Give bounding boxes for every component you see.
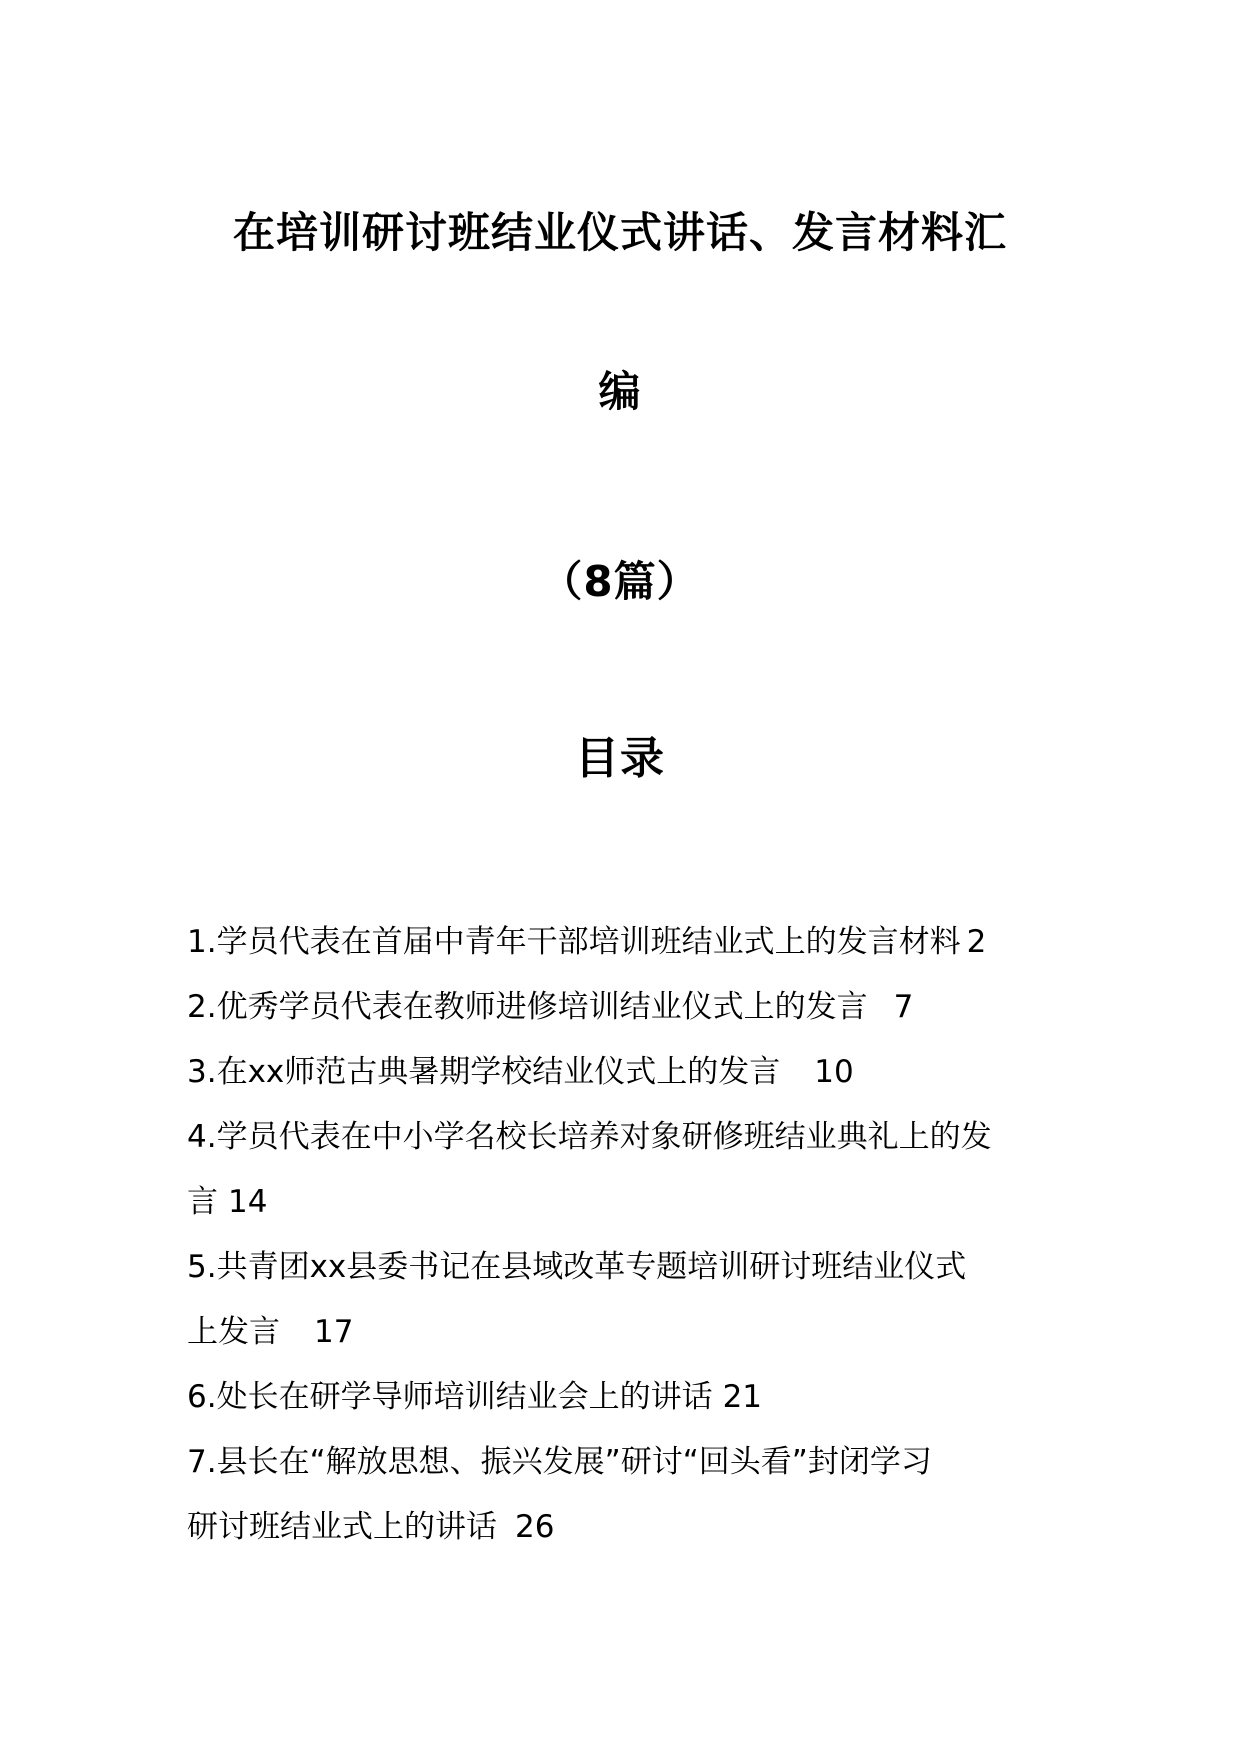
toc-item-title: 2.优秀学员代表在教师进修培训结业仪式上的发言 bbox=[187, 989, 868, 1025]
article-count: （8篇） bbox=[540, 557, 700, 606]
toc-item-title: 4.学员代表在中小学名校长培养对象研修班结业典礼上的发 bbox=[187, 1119, 992, 1155]
toc-item-title-cont: 言 bbox=[187, 1184, 218, 1220]
toc-item-title-cont: 上发言 bbox=[187, 1314, 280, 1350]
toc-item-page: 7 bbox=[893, 989, 914, 1025]
toc-item-title-cont: 研讨班结业式上的讲话 bbox=[187, 1509, 497, 1545]
toc-heading: 目录 bbox=[575, 733, 665, 784]
toc-item-page: 10 bbox=[814, 1054, 854, 1090]
toc-item-page: 2 bbox=[966, 924, 987, 960]
toc-item-2[interactable] bbox=[187, 975, 1067, 1040]
toc-item-page: 26 bbox=[515, 1509, 555, 1545]
toc-item-4[interactable] bbox=[187, 1105, 1067, 1235]
toc-item-page: 14 bbox=[228, 1184, 268, 1220]
toc-item-3[interactable] bbox=[187, 1040, 1067, 1105]
toc-item-page: 21 bbox=[722, 1379, 763, 1415]
document-title-line-1: 在培训研讨班结业仪式讲话、发言材料汇 bbox=[232, 208, 1007, 257]
toc-item-5[interactable] bbox=[187, 1235, 1067, 1365]
toc-item-6[interactable] bbox=[187, 1365, 1067, 1430]
toc-item-title: 1.学员代表在首届中青年干部培训班结业式上的发言材料 bbox=[187, 924, 961, 960]
toc-item-title: 7.县长在“解放思想、振兴发展”研讨“回头看”封闭学习 bbox=[187, 1444, 932, 1480]
toc-item-title: 3.在xx师范古典暑期学校结业仪式上的发言 bbox=[187, 1054, 781, 1090]
toc-item-title: 5.共青团xx县委书记在县域改革专题培训研讨班结业仪式 bbox=[187, 1249, 967, 1285]
document-title-line-2: 编 bbox=[598, 367, 642, 416]
toc-item-7[interactable] bbox=[187, 1430, 1067, 1560]
toc-item-page: 17 bbox=[314, 1314, 354, 1350]
toc-item-1[interactable] bbox=[187, 910, 1067, 975]
toc-item-title: 6.处长在研学导师培训结业会上的讲话 bbox=[187, 1379, 713, 1415]
table-of-contents bbox=[187, 910, 1067, 1560]
